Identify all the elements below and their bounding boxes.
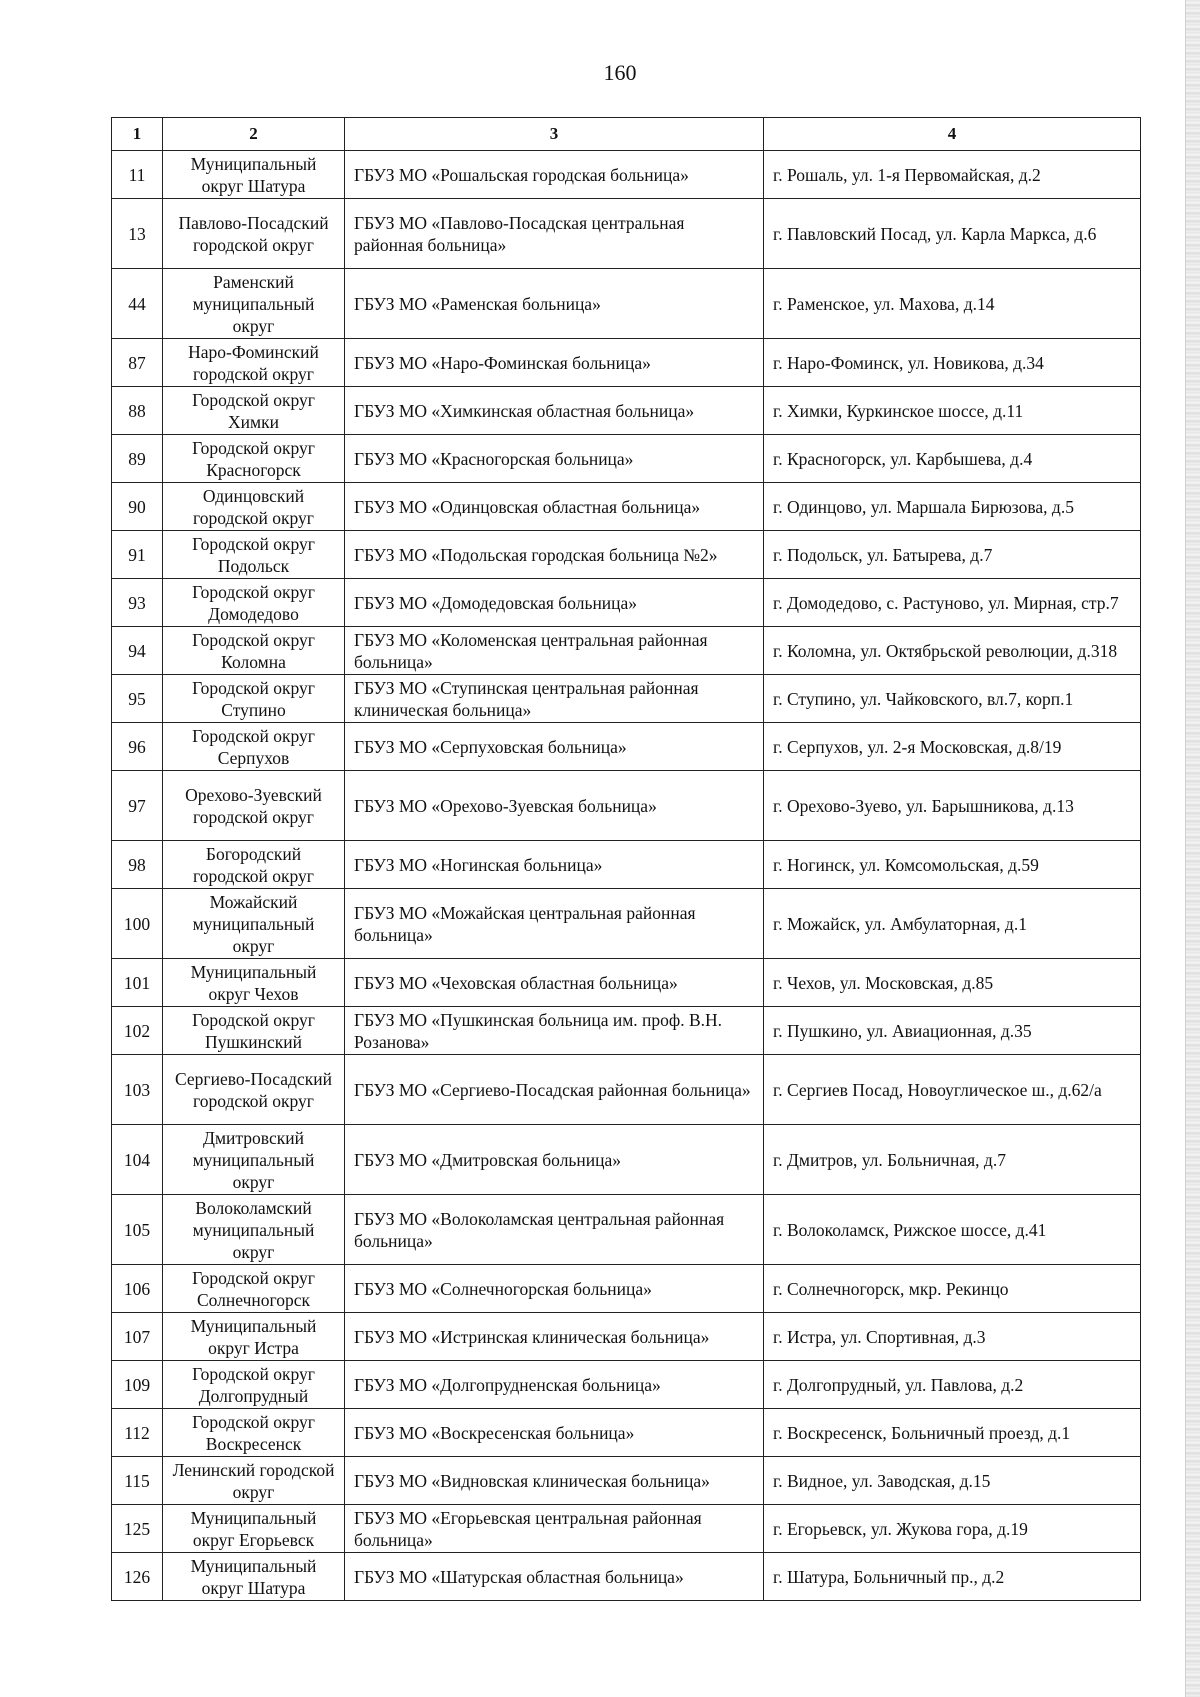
- hospital-address: г. Одинцово, ул. Маршала Бирюзова, д.5: [764, 483, 1141, 531]
- table-row: [112, 435, 1141, 483]
- hospital-address: г. Раменское, ул. Махова, д.14: [764, 269, 1141, 339]
- district-name: Городской округ Домодедово: [163, 579, 345, 627]
- district-name: Муниципальный округ Егорьевск: [163, 1505, 345, 1553]
- row-number: 89: [112, 435, 163, 483]
- table-row: [112, 339, 1141, 387]
- hospital-address: г. Химки, Куркинское шоссе, д.11: [764, 387, 1141, 435]
- table-row: [112, 1409, 1141, 1457]
- row-number: 90: [112, 483, 163, 531]
- hospital-address: г. Солнечногорск, мкр. Рекинцо: [764, 1265, 1141, 1313]
- district-name: Муниципальный округ Истра: [163, 1313, 345, 1361]
- table-row: [112, 1007, 1141, 1055]
- district-name: Павлово-Посадский городской округ: [163, 199, 345, 269]
- row-number: 101: [112, 959, 163, 1007]
- row-number: 109: [112, 1361, 163, 1409]
- hospital-address: г. Коломна, ул. Октябрьской революции, д.318: [764, 627, 1141, 675]
- hospital-table: [111, 117, 1141, 1601]
- table-row: [112, 531, 1141, 579]
- header-cell-2: 2: [163, 118, 345, 151]
- hospital-address: г. Волоколамск, Рижское шоссе, д.41: [764, 1195, 1141, 1265]
- row-number: 88: [112, 387, 163, 435]
- table-row: [112, 675, 1141, 723]
- table-row: [112, 579, 1141, 627]
- table-row: [112, 1457, 1141, 1505]
- hospital-address: г. Домодедово, с. Растуново, ул. Мирная, стр.7: [764, 579, 1141, 627]
- hospital-name: ГБУЗ МО «Волоколамская центральная районная больница»: [345, 1195, 764, 1265]
- row-number: 13: [112, 199, 163, 269]
- table-row: [112, 151, 1141, 199]
- hospital-name: ГБУЗ МО «Шатурская областная больница»: [345, 1553, 764, 1601]
- district-name: Одинцовский городской округ: [163, 483, 345, 531]
- hospital-address: г. Орехово-Зуево, ул. Барышникова, д.13: [764, 771, 1141, 841]
- table-row: [112, 771, 1141, 841]
- hospital-name: ГБУЗ МО «Красногорская больница»: [345, 435, 764, 483]
- hospital-name: ГБУЗ МО «Орехово-Зуевская больница»: [345, 771, 764, 841]
- header-cell-1: 1: [112, 118, 163, 151]
- table-row: [112, 889, 1141, 959]
- table-row: [112, 483, 1141, 531]
- district-name: Городской округ Долгопрудный: [163, 1361, 345, 1409]
- hospital-name: ГБУЗ МО «Воскресенская больница»: [345, 1409, 764, 1457]
- hospital-address: г. Долгопрудный, ул. Павлова, д.2: [764, 1361, 1141, 1409]
- district-name: Городской округ Химки: [163, 387, 345, 435]
- hospital-name: ГБУЗ МО «Коломенская центральная районная больница»: [345, 627, 764, 675]
- hospital-address: г. Серпухов, ул. 2-я Московская, д.8/19: [764, 723, 1141, 771]
- district-name: Можайский муниципальный округ: [163, 889, 345, 959]
- table-row: [112, 269, 1141, 339]
- row-number: 98: [112, 841, 163, 889]
- row-number: 11: [112, 151, 163, 199]
- hospital-name: ГБУЗ МО «Можайская центральная районная больница»: [345, 889, 764, 959]
- district-name: Наро-Фоминский городской округ: [163, 339, 345, 387]
- row-number: 106: [112, 1265, 163, 1313]
- district-name: Городской округ Коломна: [163, 627, 345, 675]
- hospital-address: г. Дмитров, ул. Больничная, д.7: [764, 1125, 1141, 1195]
- hospital-name: ГБУЗ МО «Подольская городская больница №2»: [345, 531, 764, 579]
- row-number: 107: [112, 1313, 163, 1361]
- district-name: Сергиево-Посадский городской округ: [163, 1055, 345, 1125]
- hospital-address: г. Егорьевск, ул. Жукова гора, д.19: [764, 1505, 1141, 1553]
- page-number: 160: [603, 60, 637, 85]
- table-row: [112, 1125, 1141, 1195]
- hospital-name: ГБУЗ МО «Химкинская областная больница»: [345, 387, 764, 435]
- district-name: Муниципальный округ Чехов: [163, 959, 345, 1007]
- hospital-name: ГБУЗ МО «Сергиево-Посадская районная больница»: [345, 1055, 764, 1125]
- hospital-name: ГБУЗ МО «Истринская клиническая больница»: [345, 1313, 764, 1361]
- table-row: [112, 1361, 1141, 1409]
- hospital-address: г. Подольск, ул. Батырева, д.7: [764, 531, 1141, 579]
- hospital-name: ГБУЗ МО «Ступинская центральная районная клиническая больница»: [345, 675, 764, 723]
- district-name: Городской округ Пушкинский: [163, 1007, 345, 1055]
- table-row: [112, 1055, 1141, 1125]
- row-number: 93: [112, 579, 163, 627]
- hospital-name: ГБУЗ МО «Домодедовская больница»: [345, 579, 764, 627]
- row-number: 102: [112, 1007, 163, 1055]
- row-number: 115: [112, 1457, 163, 1505]
- hospital-name: ГБУЗ МО «Долгопрудненская больница»: [345, 1361, 764, 1409]
- row-number: 87: [112, 339, 163, 387]
- hospital-address: г. Наро-Фоминск, ул. Новикова, д.34: [764, 339, 1141, 387]
- hospital-address: г. Рошаль, ул. 1-я Первомайская, д.2: [764, 151, 1141, 199]
- hospital-address: г. Сергиев Посад, Новоуглическое ш., д.62/а: [764, 1055, 1141, 1125]
- hospital-name: ГБУЗ МО «Одинцовская областная больница»: [345, 483, 764, 531]
- table-row: [112, 1265, 1141, 1313]
- table-header-row: [112, 118, 1141, 151]
- hospital-name: ГБУЗ МО «Павлово-Посадская центральная районная больница»: [345, 199, 764, 269]
- hospital-name: ГБУЗ МО «Егорьевская центральная районная больница»: [345, 1505, 764, 1553]
- hospital-name: ГБУЗ МО «Пушкинская больница им. проф. В.Н. Розанова»: [345, 1007, 764, 1055]
- hospital-address: г. Ногинск, ул. Комсомольская, д.59: [764, 841, 1141, 889]
- row-number: 95: [112, 675, 163, 723]
- table-row: [112, 1313, 1141, 1361]
- hospital-name: ГБУЗ МО «Чеховская областная больница»: [345, 959, 764, 1007]
- district-name: Муниципальный округ Шатура: [163, 151, 345, 199]
- scan-edge-strip: [1185, 0, 1200, 1697]
- table-row: [112, 1195, 1141, 1265]
- table-row: [112, 387, 1141, 435]
- table-body: [112, 151, 1141, 1601]
- row-number: 126: [112, 1553, 163, 1601]
- row-number: 96: [112, 723, 163, 771]
- hospital-address: г. Ступино, ул. Чайковского, вл.7, корп.1: [764, 675, 1141, 723]
- district-name: Богородский городской округ: [163, 841, 345, 889]
- district-name: Городской округ Красногорск: [163, 435, 345, 483]
- row-number: 105: [112, 1195, 163, 1265]
- table-row: [112, 959, 1141, 1007]
- hospital-address: г. Пушкино, ул. Авиационная, д.35: [764, 1007, 1141, 1055]
- table-row: [112, 841, 1141, 889]
- district-name: Дмитровский муниципальный округ: [163, 1125, 345, 1195]
- table-row: [112, 1553, 1141, 1601]
- row-number: 104: [112, 1125, 163, 1195]
- district-name: Городской округ Ступино: [163, 675, 345, 723]
- hospital-address: г. Шатура, Больничный пр., д.2: [764, 1553, 1141, 1601]
- table-row: [112, 627, 1141, 675]
- district-name: Городской округ Солнечногорск: [163, 1265, 345, 1313]
- hospital-name: ГБУЗ МО «Видновская клиническая больница»: [345, 1457, 764, 1505]
- hospital-address: г. Можайск, ул. Амбулаторная, д.1: [764, 889, 1141, 959]
- hospital-address: г. Павловский Посад, ул. Карла Маркса, д.6: [764, 199, 1141, 269]
- district-name: Муниципальный округ Шатура: [163, 1553, 345, 1601]
- district-name: Ленинский городской округ: [163, 1457, 345, 1505]
- table-row: [112, 199, 1141, 269]
- row-number: 100: [112, 889, 163, 959]
- row-number: 44: [112, 269, 163, 339]
- row-number: 103: [112, 1055, 163, 1125]
- district-name: Городской округ Воскресенск: [163, 1409, 345, 1457]
- table-row: [112, 723, 1141, 771]
- hospital-name: ГБУЗ МО «Наро-Фоминская больница»: [345, 339, 764, 387]
- hospital-address: г. Истра, ул. Спортивная, д.3: [764, 1313, 1141, 1361]
- district-name: Городской округ Подольск: [163, 531, 345, 579]
- district-name: Раменский муниципальный округ: [163, 269, 345, 339]
- hospital-name: ГБУЗ МО «Солнечногорская больница»: [345, 1265, 764, 1313]
- hospital-address: г. Чехов, ул. Московская, д.85: [764, 959, 1141, 1007]
- district-name: Орехово-Зуевский городской округ: [163, 771, 345, 841]
- district-name: Волоколамский муниципальный округ: [163, 1195, 345, 1265]
- hospital-name: ГБУЗ МО «Рошальская городская больница»: [345, 151, 764, 199]
- hospital-name: ГБУЗ МО «Серпуховская больница»: [345, 723, 764, 771]
- hospital-name: ГБУЗ МО «Раменская больница»: [345, 269, 764, 339]
- hospital-name: ГБУЗ МО «Ногинская больница»: [345, 841, 764, 889]
- header-cell-4: 4: [764, 118, 1141, 151]
- row-number: 125: [112, 1505, 163, 1553]
- hospital-address: г. Воскресенск, Больничный проезд, д.1: [764, 1409, 1141, 1457]
- row-number: 94: [112, 627, 163, 675]
- row-number: 91: [112, 531, 163, 579]
- hospital-address: г. Видное, ул. Заводская, д.15: [764, 1457, 1141, 1505]
- hospital-name: ГБУЗ МО «Дмитровская больница»: [345, 1125, 764, 1195]
- table-row: [112, 1505, 1141, 1553]
- district-name: Городской округ Серпухов: [163, 723, 345, 771]
- hospital-address: г. Красногорск, ул. Карбышева, д.4: [764, 435, 1141, 483]
- row-number: 97: [112, 771, 163, 841]
- row-number: 112: [112, 1409, 163, 1457]
- header-cell-3: 3: [345, 118, 764, 151]
